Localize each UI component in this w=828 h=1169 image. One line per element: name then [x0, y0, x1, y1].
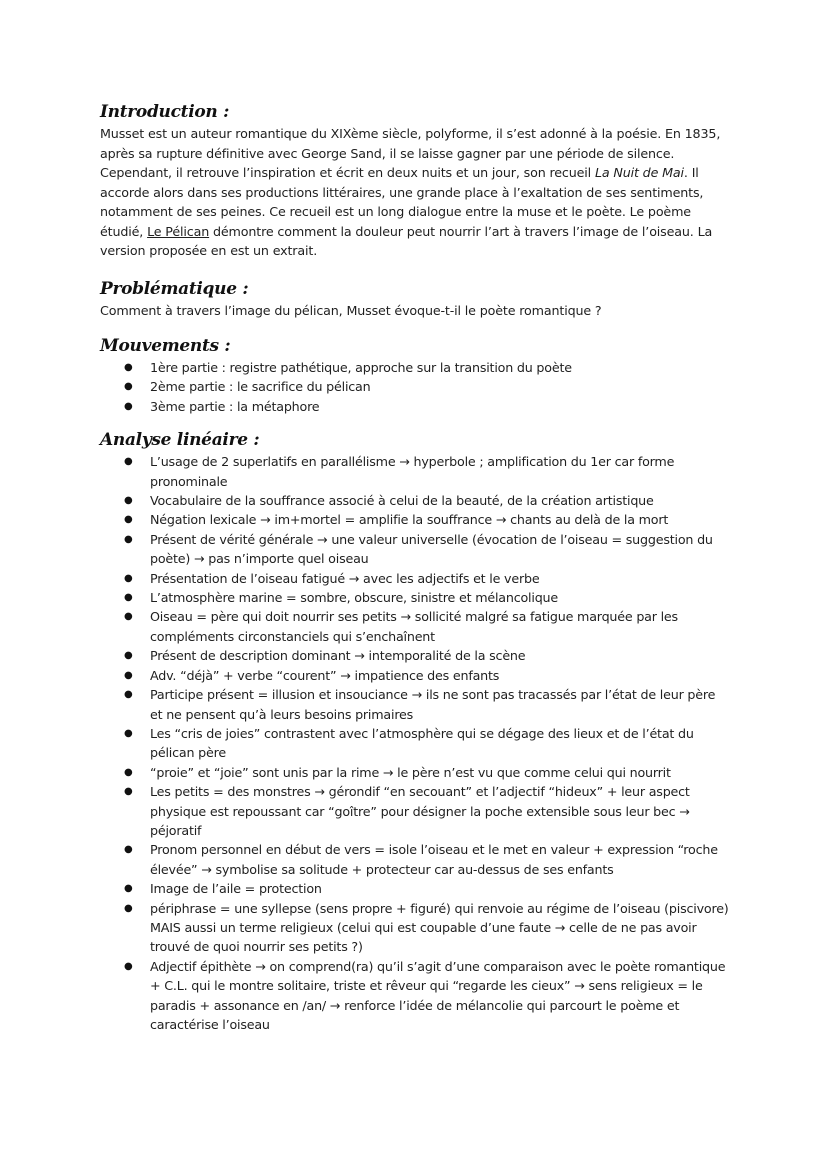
analyse-item	[100, 491, 730, 510]
analyse-item-text: Vocabulaire de la souffrance associé à celui de la beauté, de la création artistique	[150, 493, 654, 509]
mouvements-list	[100, 358, 730, 416]
section-problematique	[100, 277, 730, 321]
analyse-item	[100, 899, 730, 957]
mouvement-item	[100, 377, 730, 396]
bullet-icon: ●	[124, 400, 133, 412]
analyse-item-text: Présent de vérité générale → une valeur universelle (évocation de l’oiseau = suggestion du poète) → pas n’importe quel oiseau	[150, 531, 713, 567]
analyse-item	[100, 685, 730, 724]
mouvement-item-text: 3ème partie : la métaphore	[150, 398, 320, 414]
analyse-item-text: L’usage de 2 superlatifs en parallélisme → hyperbole ; amplification du 1er car forme pronominale	[150, 454, 675, 489]
analyse-item-text: “proie” et “joie” sont unis par la rime → le père n’est vu que comme celui qui nourrit	[150, 764, 671, 780]
bullet-icon: ●	[124, 766, 133, 778]
analyse-item-text: Présent de description dominant → intemporalité de la scène	[150, 648, 526, 664]
bullet-icon: ●	[124, 456, 133, 468]
mouvement-item	[100, 358, 730, 377]
poem-title-link[interactable]: Le Pélican	[147, 223, 210, 239]
bullet-icon: ●	[124, 572, 133, 584]
analyse-item-text: Participe présent = illusion et insouciance → ils ne sont pas tracassés par l’état de leur père et ne pensent qu’à leurs besoins primaires	[150, 687, 716, 722]
mouvements-heading: Mouvements :	[100, 336, 231, 356]
bullet-icon: ●	[124, 362, 133, 373]
analyse-item	[100, 607, 730, 646]
analyse-item-text: L’atmosphère marine = sombre, obscure, sinistre et mélancolique	[150, 590, 558, 606]
analyse-item	[100, 530, 730, 569]
section-introduction	[100, 100, 730, 261]
analyse-item-text: Adv. “déjà” + verbe “courent” → impatience des enfants	[150, 667, 500, 683]
analyse-item-text: Image de l’aile = protection	[150, 881, 322, 897]
problematique-text: Comment à travers l’image du pélican, Musset évoque-t-il le poète romantique ?	[100, 302, 602, 318]
analyse-item	[100, 782, 730, 840]
bullet-icon: ●	[124, 592, 133, 604]
bullet-icon: ●	[124, 786, 133, 798]
analyse-item	[100, 763, 730, 782]
analyse-heading: Analyse linéaire :	[100, 430, 260, 451]
analyse-item	[100, 666, 730, 685]
bullet-icon: ●	[124, 844, 133, 856]
work-title: La Nuit de Mai	[594, 165, 684, 180]
mouvement-item	[100, 397, 730, 416]
analyse-item	[100, 569, 730, 588]
analyse-item-text: Adjectif épithète → on comprend(ra) qu’il s’agit d’une comparaison avec le poète romantique + C.L. qui le montre solitaire, triste et rêveur qui “regarde les cieux” → sens religieux = le paradis + assonance en /an/ → renforce l’idée de mélancolie qui parcourt le poème et caractérise l’oiseau	[150, 958, 726, 1032]
introduction-text-3: démontre comment la douleur peut nourrir l’art à travers l’image de l’oiseau. La version proposée en est un extrait.	[100, 223, 713, 258]
introduction-text-2: . Il accorde alors dans ses productions littéraires, une grande place à l’exaltation de ses sentiments, notamment de ses peines. Ce recueil est un long dialogue entre la muse et le poète. Le poème étudié,	[100, 165, 704, 239]
bullet-icon: ●	[124, 650, 133, 662]
analyse-item	[100, 510, 730, 529]
bullet-icon: ●	[124, 727, 133, 739]
analyse-item-text: Négation lexicale → im+mortel = amplifie la souffrance → chants au delà de la mort	[150, 512, 669, 528]
document-content	[100, 100, 730, 1048]
analyse-item	[100, 646, 730, 665]
bullet-icon: ●	[124, 495, 133, 507]
analyse-item-text: Pronom personnel en début de vers = isole l’oiseau et le met en valeur + expression “roche élevée” → symbolise sa solitude + protecteur car au-dessus de ses enfants	[150, 842, 718, 877]
analyse-item	[100, 452, 730, 491]
bullet-icon: ●	[124, 689, 133, 701]
analyse-item	[100, 879, 730, 898]
analyse-item-text: Les petits = des monstres → gérondif “en secouant” et l’adjectif “hideux” + leur aspect physique est repoussant car “goître” pour désigner la poche extensible sous leur bec → péjoratif	[150, 784, 690, 838]
bullet-icon: ●	[124, 883, 133, 895]
analyse-list	[100, 452, 730, 1034]
bullet-icon: ●	[124, 381, 133, 393]
bullet-icon: ●	[124, 669, 133, 681]
section-analyse	[100, 428, 730, 1034]
bullet-icon: ●	[124, 514, 133, 526]
introduction-heading: Introduction :	[100, 102, 230, 122]
analyse-item	[100, 840, 730, 879]
bullet-icon: ●	[124, 902, 133, 914]
bullet-icon: ●	[124, 960, 133, 972]
analyse-item	[100, 724, 730, 763]
section-mouvements	[100, 334, 730, 416]
problematique-heading: Problématique :	[100, 278, 249, 299]
analyse-item-text: périphrase = une syllepse (sens propre + figuré) qui renvoie au régime de l’oiseau (piscivore) MAIS aussi un terme religieux (celui qui est coupable d’une faute → celle de ne pas avoir trouvé de quoi nourrir ses petits ?)	[150, 900, 729, 955]
introduction-text-1: Musset est un auteur romantique du XIXème siècle, polyforme, il s’est adonné à la poésie. En 1835, après sa rupture définitive avec George Sand, il se laisse gagner par une période de silence. Cependant, il retrouve l’inspiration et écrit en deux nuits et un jour, son recueil	[100, 126, 721, 180]
mouvement-item-text: 2ème partie : le sacrifice du pélican	[150, 379, 371, 395]
analyse-item-text: Les “cris de joies” contrastent avec l’atmosphère qui se dégage des lieux et de l’état du pélican père	[150, 725, 694, 761]
analyse-item-text: Présentation de l’oiseau fatigué → avec les adjectifs et le verbe	[150, 570, 540, 586]
mouvement-item-text: 1ère partie : registre pathétique, approche sur la transition du poète	[150, 360, 572, 375]
analyse-item	[100, 957, 730, 1035]
introduction-paragraph	[100, 124, 730, 261]
analyse-item	[100, 588, 730, 607]
bullet-icon: ●	[124, 533, 133, 545]
bullet-icon: ●	[124, 611, 133, 623]
analyse-item-text: Oiseau = père qui doit nourrir ses petits → sollicité malgré sa fatigue marquée par les compléments circonstanciels qui s’enchaînent	[150, 609, 678, 644]
